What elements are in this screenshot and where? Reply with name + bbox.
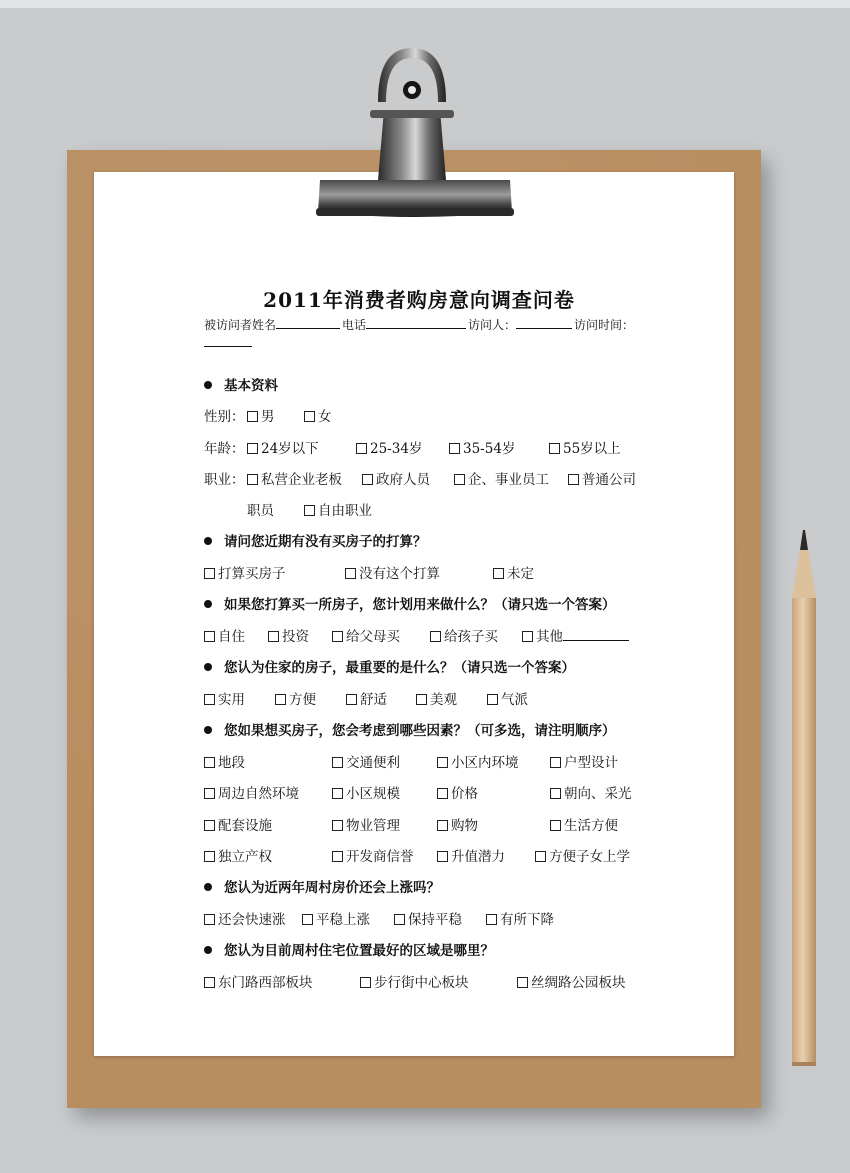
checkbox-icon[interactable]	[304, 505, 315, 516]
q4-option[interactable]: 方便子女上学	[535, 845, 630, 865]
q3-option-3[interactable]: 舒适	[346, 688, 387, 708]
checkbox-icon[interactable]	[535, 851, 546, 862]
q6-option-1[interactable]: 东门路西部板块	[204, 971, 313, 991]
checkbox-icon[interactable]	[302, 914, 313, 925]
question-4-heading: 您如果想买房子，您会考虑到哪些因素？（可多选，请注明顺序）	[204, 719, 616, 739]
checkbox-icon[interactable]	[332, 788, 343, 799]
section-heading-basic: 基本资料	[204, 374, 278, 394]
checkbox-icon[interactable]	[550, 820, 561, 831]
q4-option[interactable]: 物业管理	[332, 814, 400, 834]
checkbox-icon[interactable]	[275, 694, 286, 705]
option-job-enterprise[interactable]: 企、事业员工	[454, 468, 549, 488]
checkbox-icon[interactable]	[394, 914, 405, 925]
checkbox-icon[interactable]	[268, 631, 279, 642]
q1-option-1[interactable]: 打算买房子	[204, 562, 286, 582]
option-job-government[interactable]: 政府人员	[362, 468, 430, 488]
checkbox-icon[interactable]	[204, 977, 215, 988]
checkbox-icon[interactable]	[204, 851, 215, 862]
q4-option[interactable]: 价格	[437, 782, 478, 802]
checkbox-icon[interactable]	[204, 820, 215, 831]
time-blank[interactable]	[204, 346, 252, 347]
checkbox-icon[interactable]	[550, 788, 561, 799]
checkbox-icon[interactable]	[345, 568, 356, 579]
checkbox-icon[interactable]	[332, 757, 343, 768]
checkbox-icon[interactable]	[449, 443, 460, 454]
option-female[interactable]: 女	[304, 405, 332, 425]
checkbox-icon[interactable]	[416, 694, 427, 705]
q4-option[interactable]: 地段	[204, 751, 245, 771]
checkbox-icon[interactable]	[356, 443, 367, 454]
job-label: 职业：	[204, 472, 245, 488]
checkbox-icon[interactable]	[454, 474, 465, 485]
checkbox-icon[interactable]	[204, 694, 215, 705]
question-2-heading: 如果您打算买一所房子，您计划用来做什么？（请只选一个答案）	[204, 593, 616, 613]
option-age-35-54[interactable]: 35-54岁	[449, 437, 515, 457]
question-5-heading: 您认为近两年周村房价还会上涨吗？	[204, 876, 440, 896]
checkbox-icon[interactable]	[204, 914, 215, 925]
q4-option[interactable]: 生活方便	[550, 814, 618, 834]
checkbox-icon[interactable]	[549, 443, 560, 454]
bullet-icon	[204, 663, 212, 671]
option-job-owner[interactable]: 私营企业老板	[247, 468, 342, 488]
respondent-info-line	[204, 316, 634, 333]
q4-option[interactable]: 升值潜力	[437, 845, 505, 865]
page-title: 2011年消费者购房意向调查问卷	[263, 288, 575, 312]
bullet-icon	[204, 726, 212, 734]
other-blank[interactable]	[563, 628, 629, 641]
checkbox-icon[interactable]	[247, 474, 258, 485]
q4-option[interactable]: 配套设施	[204, 814, 272, 834]
q5-option-3[interactable]: 保持平稳	[394, 908, 462, 928]
age-label: 年龄：	[204, 441, 245, 457]
q6-option-3[interactable]: 丝绸路公园板块	[517, 971, 626, 991]
checkbox-icon[interactable]	[437, 851, 448, 862]
q4-option[interactable]: 交通便利	[332, 751, 400, 771]
q1-option-2[interactable]: 没有这个打算	[345, 562, 440, 582]
bullet-icon	[204, 946, 212, 954]
q5-option-4[interactable]: 有所下降	[486, 908, 554, 928]
q5-option-1[interactable]: 还会快速涨	[204, 908, 286, 928]
q3-option-2[interactable]: 方便	[275, 688, 316, 708]
q2-option-4[interactable]: 给孩子买	[430, 625, 498, 645]
q4-option[interactable]: 周边自然环境	[204, 782, 299, 802]
question-3-heading: 您认为住家的房子，最重要的是什么？（请只选一个答案）	[204, 656, 575, 676]
interviewer-blank[interactable]	[516, 317, 572, 329]
checkbox-icon[interactable]	[360, 977, 371, 988]
option-job-freelance[interactable]: 自由职业	[304, 499, 372, 519]
q2-option-3[interactable]: 给父母买	[332, 625, 400, 645]
q1-option-3[interactable]: 未定	[493, 562, 534, 582]
checkbox-icon[interactable]	[550, 757, 561, 768]
question-6-heading: 您认为目前周村住宅位置最好的区域是哪里？	[204, 939, 494, 959]
checkbox-icon[interactable]	[247, 411, 258, 422]
checkbox-icon[interactable]	[332, 631, 343, 642]
phone-label: 电话	[342, 318, 367, 332]
option-male[interactable]: 男	[247, 405, 275, 425]
checkbox-icon[interactable]	[247, 443, 258, 454]
checkbox-icon[interactable]	[493, 568, 504, 579]
option-job-company[interactable]: 普通公司	[568, 468, 636, 488]
option-age-over55[interactable]: 55岁以上	[549, 437, 621, 457]
checkbox-icon[interactable]	[486, 914, 497, 925]
question-1-heading: 请问您近期有没有买房子的打算？	[204, 530, 427, 550]
checkbox-icon[interactable]	[430, 631, 441, 642]
checkbox-icon[interactable]	[304, 411, 315, 422]
q4-option[interactable]: 独立产权	[204, 845, 272, 865]
q2-option-2[interactable]: 投资	[268, 625, 309, 645]
checkbox-icon[interactable]	[204, 631, 215, 642]
checkbox-icon[interactable]	[346, 694, 357, 705]
checkbox-icon[interactable]	[437, 757, 448, 768]
bullet-icon	[204, 883, 212, 891]
q6-option-2[interactable]: 步行街中心板块	[360, 971, 469, 991]
q4-option[interactable]: 户型设计	[550, 751, 618, 771]
bullet-icon	[204, 600, 212, 608]
bullet-icon	[204, 537, 212, 545]
checkbox-icon[interactable]	[437, 820, 448, 831]
name-blank[interactable]	[276, 317, 340, 329]
q2-option-5[interactable]: 其他	[522, 625, 629, 645]
q4-option[interactable]: 购物	[437, 814, 478, 834]
time-label: 访问时间：	[574, 318, 635, 332]
q4-option[interactable]: 小区规模	[332, 782, 400, 802]
phone-blank[interactable]	[366, 317, 466, 329]
gender-label: 性别：	[204, 409, 245, 425]
q4-option[interactable]: 朝向、采光	[550, 782, 632, 802]
option-age-25-34[interactable]: 25-34岁	[356, 437, 422, 457]
q3-option-4[interactable]: 美观	[416, 688, 457, 708]
q3-option-5[interactable]: 气派	[487, 688, 528, 708]
checkbox-icon[interactable]	[362, 474, 373, 485]
checkbox-icon[interactable]	[204, 788, 215, 799]
checkbox-icon[interactable]	[437, 788, 448, 799]
checkbox-icon[interactable]	[568, 474, 579, 485]
checkbox-icon[interactable]	[522, 631, 533, 642]
interviewer-label: 访问人：	[468, 318, 517, 332]
q4-option[interactable]: 开发商信誉	[332, 845, 414, 865]
q5-option-2[interactable]: 平稳上涨	[302, 908, 370, 928]
name-label: 被访问者姓名	[204, 318, 277, 332]
checkbox-icon[interactable]	[332, 851, 343, 862]
option-age-under24[interactable]: 24岁以下	[247, 437, 319, 457]
q3-option-1[interactable]: 实用	[204, 688, 245, 708]
q2-option-1[interactable]: 自住	[204, 625, 245, 645]
checkbox-icon[interactable]	[517, 977, 528, 988]
bullet-icon	[204, 381, 212, 389]
checkbox-icon[interactable]	[487, 694, 498, 705]
checkbox-icon[interactable]	[204, 757, 215, 768]
q4-option[interactable]: 小区内环境	[437, 751, 519, 771]
checkbox-icon[interactable]	[204, 568, 215, 579]
checkbox-icon[interactable]	[332, 820, 343, 831]
job-wrap-text: 职员	[247, 503, 274, 519]
